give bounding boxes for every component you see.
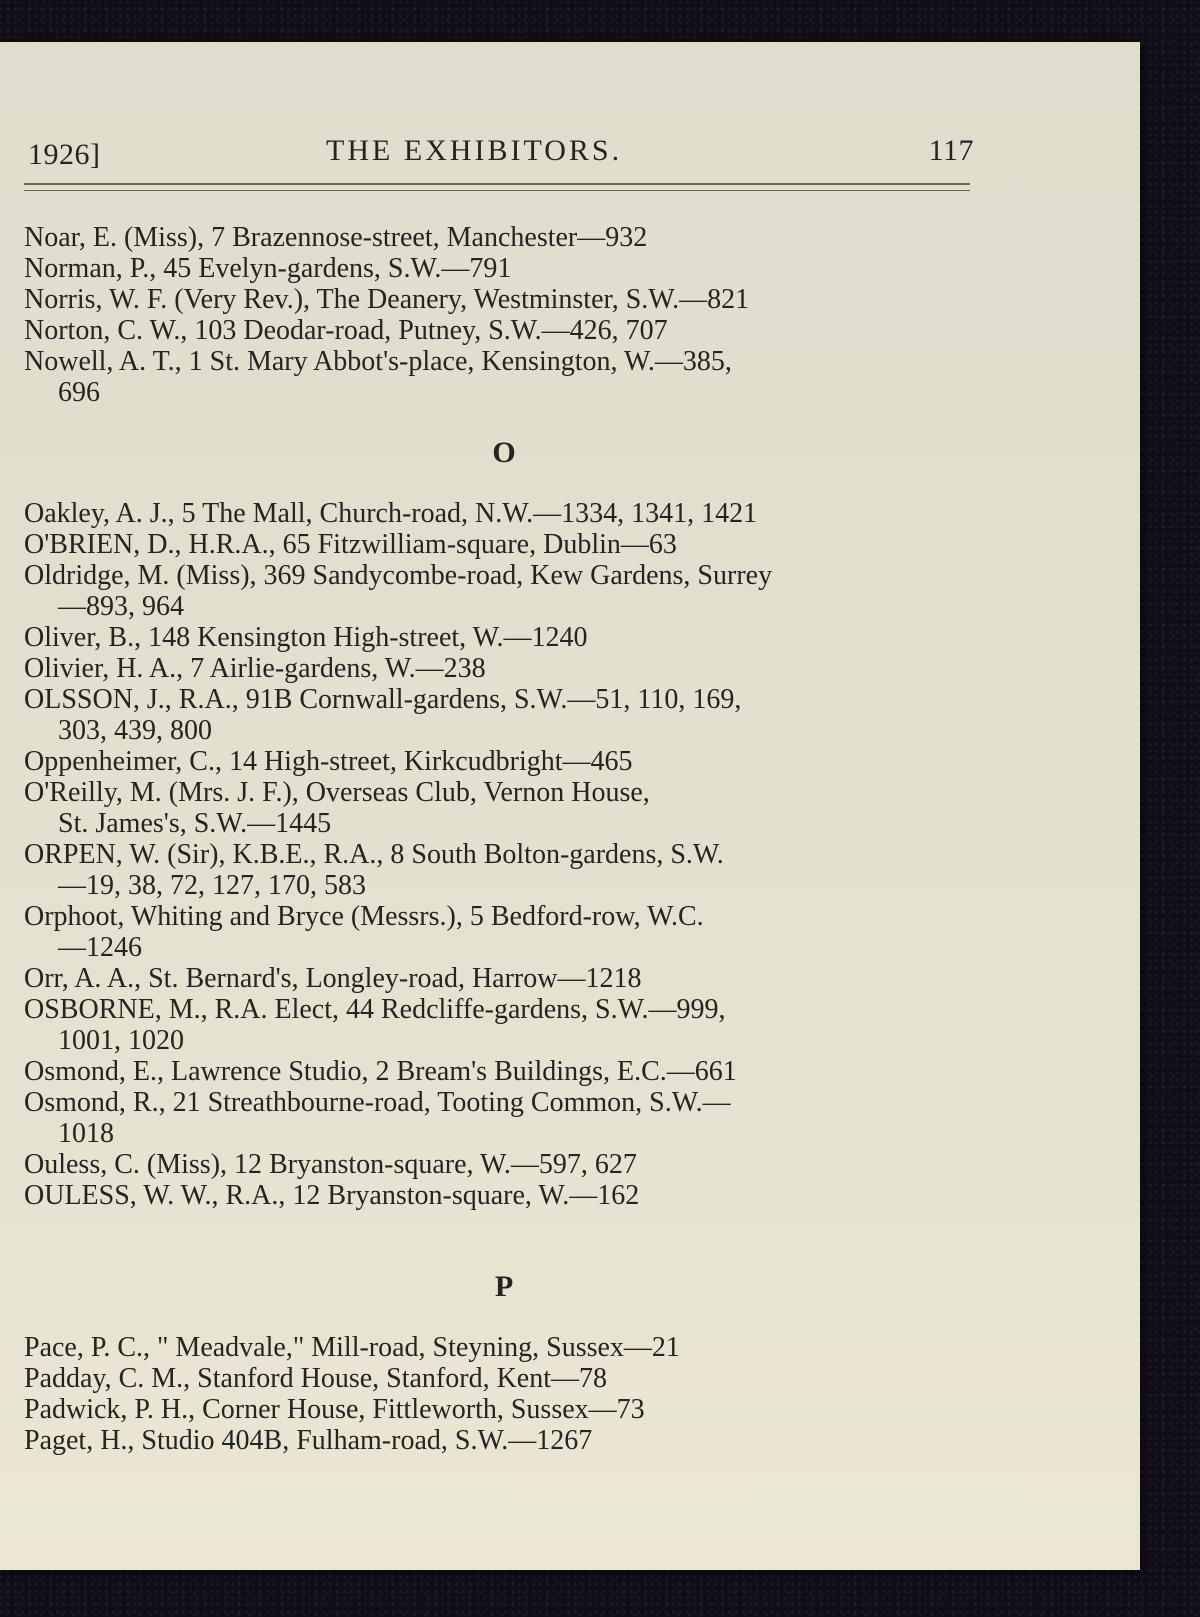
list-item [24, 777, 984, 839]
header-rule-thin [24, 190, 970, 191]
entry-line: Oakley, A. J., 5 The Mall, Church-road, N.W.—1334, 1341, 1421 [24, 498, 758, 529]
entry-line: Osmond, R., 21 Streathbourne-road, Tooting Common, S.W.— [24, 1087, 731, 1118]
entry-line: Orr, A. A., St. Bernard's, Longley-road, Harrow—1218 [24, 963, 642, 994]
entry-line: O'Reilly, M. (Mrs. J. F.), Overseas Club, Vernon House, [24, 777, 650, 808]
list-item [24, 222, 984, 253]
entry-line: OSBORNE, M., R.A. Elect, 44 Redcliffe-gardens, S.W.—999, [24, 994, 726, 1025]
section-letter-p: P [494, 1270, 514, 1303]
entry-continuation: —19, 38, 72, 127, 170, 583 [58, 870, 366, 901]
list-item [24, 1056, 984, 1087]
list-item [24, 1149, 984, 1180]
list-item [24, 346, 984, 408]
list-item [24, 1332, 984, 1363]
list-item [24, 1363, 984, 1394]
entry-continuation: —1246 [58, 932, 142, 963]
page-content [24, 42, 984, 1570]
book-page [0, 42, 1140, 1570]
list-item [24, 684, 984, 746]
entry-line: Oldridge, M. (Miss), 369 Sandycombe-road, Kew Gardens, Surrey [24, 560, 773, 591]
list-item [24, 560, 984, 622]
entry-line: Olivier, H. A., 7 Airlie-gardens, W.—238 [24, 653, 486, 684]
list-item [24, 746, 984, 777]
entry-line: Padwick, P. H., Corner House, Fittleworth, Sussex—73 [24, 1394, 645, 1425]
entry-line: Norris, W. F. (Very Rev.), The Deanery, Westminster, S.W.—821 [24, 284, 750, 315]
list-item [24, 839, 984, 901]
entry-line: Ouless, C. (Miss), 12 Bryanston-square, W.—597, 627 [24, 1149, 637, 1180]
entry-continuation: —893, 964 [58, 591, 184, 622]
entry-line: OLSSON, J., R.A., 91B Cornwall-gardens, S.W.—51, 110, 169, [24, 684, 742, 715]
list-item [24, 994, 984, 1056]
list-item [24, 253, 984, 284]
header-year: 1926] [28, 138, 101, 171]
header-title: THE EXHIBITORS. [326, 134, 623, 167]
header-rule-thick [24, 183, 970, 185]
list-item [24, 1394, 984, 1425]
entry-continuation: St. James's, S.W.—1445 [58, 808, 332, 839]
entry-line: Norton, C. W., 103 Deodar-road, Putney, S.W.—426, 707 [24, 315, 668, 346]
entry-line: Paget, H., Studio 404B, Fulham-road, S.W.—1267 [24, 1425, 593, 1456]
entry-continuation: 696 [58, 377, 100, 408]
entry-line: Norman, P., 45 Evelyn-gardens, S.W.—791 [24, 253, 512, 284]
entry-line: Noar, E. (Miss), 7 Brazennose-street, Manchester—932 [24, 222, 648, 253]
running-header [24, 134, 984, 174]
list-item [24, 1425, 984, 1456]
entry-continuation: 303, 439, 800 [58, 715, 212, 746]
list-item [24, 622, 984, 653]
list-item [24, 529, 984, 560]
list-item [24, 1087, 984, 1149]
entry-line: O'BRIEN, D., H.R.A., 65 Fitzwilliam-square, Dublin—63 [24, 529, 677, 560]
list-item [24, 498, 984, 529]
entry-line: Oliver, B., 148 Kensington High-street, W.—1240 [24, 622, 588, 653]
entry-line: Pace, P. C., " Meadvale," Mill-road, Steyning, Sussex—21 [24, 1332, 680, 1363]
entry-line: Osmond, E., Lawrence Studio, 2 Bream's Buildings, E.C.—661 [24, 1056, 737, 1087]
entry-line: ORPEN, W. (Sir), K.B.E., R.A., 8 South Bolton-gardens, S.W. [24, 839, 724, 870]
list-item [24, 963, 984, 994]
entry-line: Orphoot, Whiting and Bryce (Messrs.), 5 Bedford-row, W.C. [24, 901, 704, 932]
entry-continuation: 1001, 1020 [58, 1025, 184, 1056]
list-item [24, 653, 984, 684]
entry-continuation: 1018 [58, 1118, 114, 1149]
entry-line: Nowell, A. T., 1 St. Mary Abbot's-place, Kensington, W.—385, [24, 346, 732, 377]
section-letter-o: O [492, 436, 516, 469]
list-item [24, 284, 984, 315]
list-item [24, 901, 984, 963]
list-item [24, 315, 984, 346]
entry-line: Padday, C. M., Stanford House, Stanford, Kent—78 [24, 1363, 608, 1394]
entry-line: Oppenheimer, C., 14 High-street, Kirkcudbright—465 [24, 746, 633, 777]
entry-line: OULESS, W. W., R.A., 12 Bryanston-square, W.—162 [24, 1180, 640, 1211]
list-item [24, 1180, 984, 1211]
page-number: 117 [928, 134, 974, 167]
